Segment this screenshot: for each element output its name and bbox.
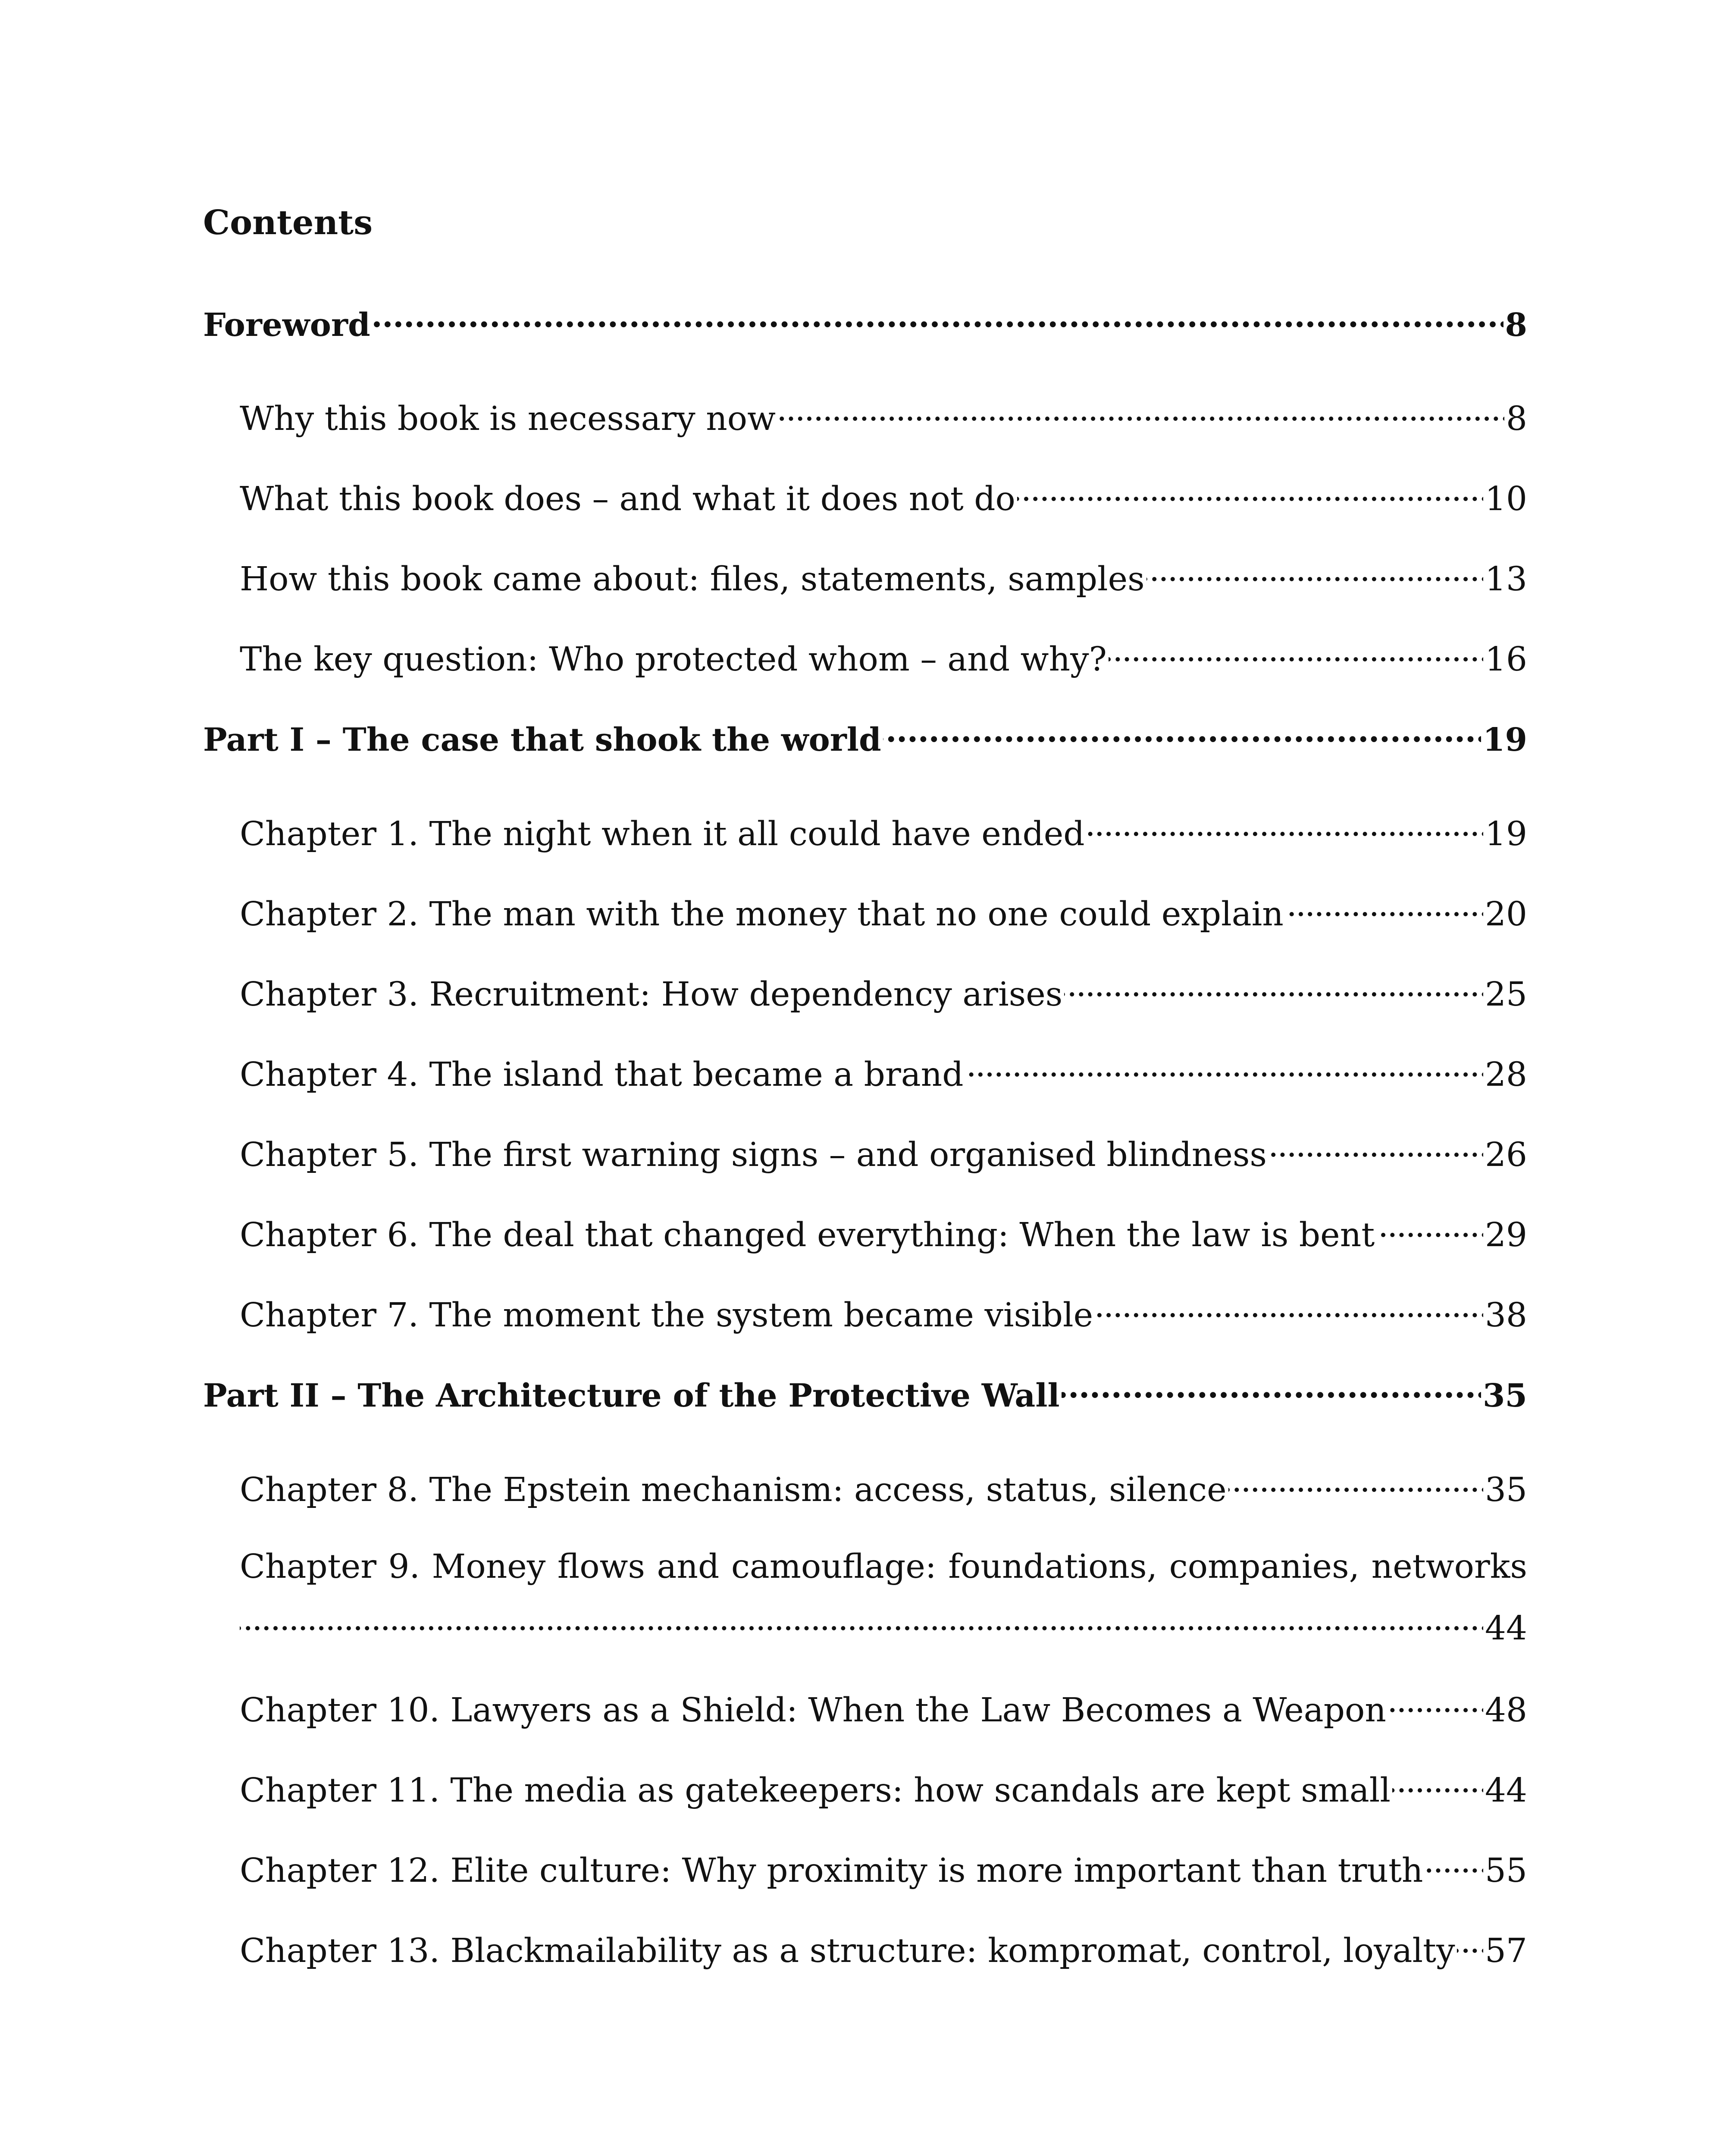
toc-entry-word: and (657, 1548, 720, 1586)
dot-leader (240, 1606, 1483, 1639)
dot-leader (1146, 557, 1483, 590)
toc-page-number: 20 (1485, 895, 1527, 934)
toc-page-number: 44 (1485, 1609, 1527, 1648)
dot-leader (1017, 477, 1483, 510)
toc-entry-foreword[interactable] (203, 304, 1527, 344)
toc-entry[interactable] (240, 1768, 1527, 1810)
toc-entry[interactable] (240, 397, 1527, 439)
dot-leader (1457, 1929, 1483, 1962)
page-title: Contents (203, 203, 373, 242)
toc-page-number: 25 (1485, 975, 1527, 1014)
dot-leader (1376, 1213, 1483, 1246)
toc-entry-word: foundations, (948, 1548, 1158, 1586)
toc-entry-label: Foreword (203, 307, 370, 344)
dot-leader (777, 397, 1504, 430)
toc-entry-label: Chapter 3. Recruitment: How dependency arises (240, 975, 1063, 1014)
toc-page-number: 48 (1485, 1691, 1527, 1730)
dot-leader (1062, 1375, 1481, 1407)
toc-entry-part-2[interactable] (203, 1375, 1527, 1414)
toc-entry-word: companies, (1169, 1548, 1360, 1586)
toc-entry-label: Chapter 1. The night when it all could have ended (240, 815, 1085, 853)
toc-page-number: 44 (1485, 1771, 1527, 1810)
toc-entry[interactable] (240, 1849, 1527, 1890)
toc-entry[interactable] (240, 1293, 1527, 1335)
toc-entry-label: Part I – The case that shook the world (203, 721, 881, 758)
dot-leader (1109, 637, 1483, 671)
toc-entry-word: networks (1371, 1548, 1527, 1586)
dot-leader (1228, 1468, 1483, 1501)
dot-leader (1064, 972, 1483, 1006)
toc-entry-word: flows (557, 1548, 645, 1586)
toc-entry-label: The key question: Who protected whom – and why? (240, 640, 1107, 679)
toc-page-number: 28 (1485, 1056, 1527, 1094)
toc-entry[interactable] (240, 637, 1527, 679)
dot-leader (1087, 812, 1483, 845)
toc-entry[interactable] (240, 892, 1527, 934)
toc-entry-label: Part II – The Architecture of the Protective Wall (203, 1377, 1060, 1414)
dot-leader (1425, 1849, 1483, 1882)
toc-entry[interactable] (240, 1213, 1527, 1255)
dot-leader (883, 719, 1481, 751)
toc-page-number: 19 (1485, 815, 1527, 853)
dot-leader (965, 1053, 1483, 1086)
toc-entry-word: 9. (388, 1548, 420, 1586)
toc-entry[interactable] (240, 477, 1527, 519)
toc-entry-label: Why this book is necessary now (240, 400, 776, 438)
toc-page-number: 29 (1485, 1216, 1527, 1254)
toc-page-number: 13 (1485, 560, 1527, 599)
toc-page-number: 16 (1485, 640, 1527, 679)
toc-entry-label: Chapter 7. The moment the system became visible (240, 1296, 1093, 1335)
toc-entry-label: Chapter 8. The Epstein mechanism: access, status, silence (240, 1471, 1227, 1509)
dot-leader (372, 304, 1503, 336)
toc-entry-part-1[interactable] (203, 719, 1527, 758)
toc-entry-wrapped-line-2[interactable] (240, 1606, 1527, 1648)
toc-page-number: 19 (1483, 721, 1527, 758)
toc-entry-label: Chapter 6. The deal that changed everything: When the law is bent (240, 1216, 1375, 1254)
toc-entry-label: How this book came about: files, statements, samples (240, 560, 1145, 599)
toc-entry[interactable] (240, 557, 1527, 599)
toc-entry-label: Chapter 2. The man with the money that no one could explain (240, 895, 1284, 934)
dot-leader (1388, 1688, 1483, 1721)
toc-page-number: 10 (1485, 480, 1527, 518)
toc-entry[interactable] (240, 1053, 1527, 1094)
toc-entry[interactable] (240, 1133, 1527, 1175)
toc-entry-label: Chapter 4. The island that became a brand (240, 1056, 964, 1094)
dot-leader (1268, 1133, 1483, 1166)
toc-entry[interactable] (240, 812, 1527, 854)
toc-entry[interactable] (240, 972, 1527, 1014)
toc-entry-label: Chapter 12. Elite culture: Why proximity is more important than truth (240, 1852, 1423, 1890)
toc-entry[interactable] (240, 1688, 1527, 1730)
toc-page-number: 35 (1485, 1471, 1527, 1509)
toc-entry-label: What this book does – and what it does not do (240, 480, 1015, 518)
toc-entry-label: Chapter 10. Lawyers as a Shield: When the Law Becomes a Weapon (240, 1691, 1386, 1730)
toc-entry-wrapped-line-1[interactable] (240, 1548, 1527, 1586)
toc-entry-word: camouflage: (731, 1548, 936, 1586)
toc-page-number: 55 (1485, 1852, 1527, 1890)
toc-page-number: 8 (1506, 400, 1527, 438)
toc-page-number: 57 (1485, 1932, 1527, 1970)
toc-entry[interactable] (240, 1468, 1527, 1510)
toc-entry-label: Chapter 11. The media as gatekeepers: how scandals are kept small (240, 1771, 1391, 1810)
toc-page-number: 8 (1505, 307, 1527, 344)
toc-entry[interactable] (240, 1929, 1527, 1971)
toc-entry-word: Chapter (240, 1548, 377, 1586)
toc-page-number: 35 (1483, 1377, 1527, 1414)
dot-leader (1095, 1293, 1483, 1326)
dot-leader (1285, 892, 1483, 925)
toc-entry-label: Chapter 13. Blackmailability as a structure: kompromat, control, loyalty (240, 1932, 1455, 1970)
toc-entry-label: Chapter 5. The first warning signs – and organised blindness (240, 1136, 1267, 1174)
toc-page-number: 38 (1485, 1296, 1527, 1335)
toc-entry-word: Money (432, 1548, 546, 1586)
dot-leader (1392, 1768, 1483, 1802)
toc-page-number: 26 (1485, 1136, 1527, 1174)
